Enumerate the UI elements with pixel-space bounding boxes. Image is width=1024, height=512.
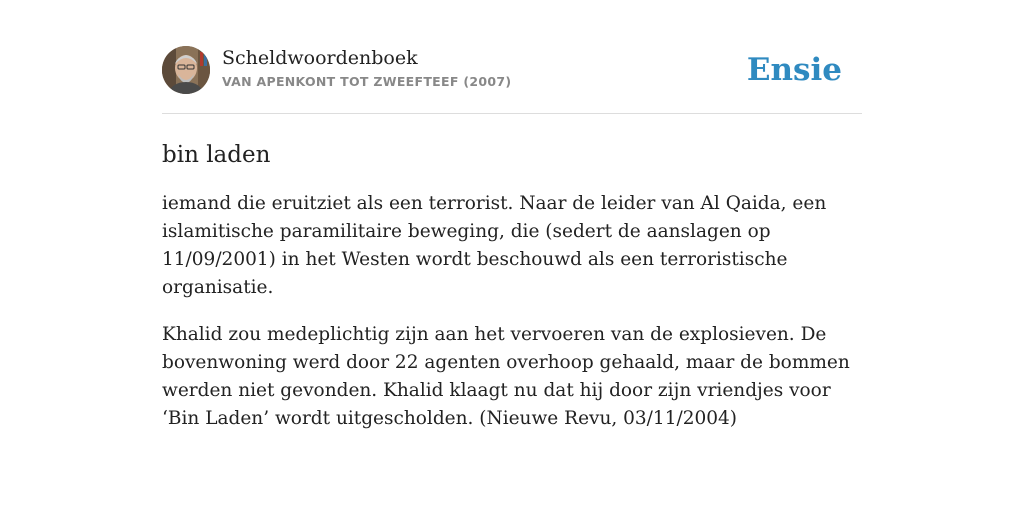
- entry-example: Khalid zou medeplichtig zijn aan het vervoeren van de explosieven. De bovenwoning werd door 22 agenten overhoop gehaald, maar de bommen werden niet gevonden. Khalid klaagt nu dat hij door zijn vriendjes voor ‘Bin Laden’ wordt uitgescholden. (Nieuwe Revu, 03/11/2004): [162, 324, 850, 429]
- entry-definition: iemand die eruitziet als een terrorist. Naar de leider van Al Qaida, een islamitische paramilitaire beweging, die (sedert de aanslagen op 11/09/2001) in het Westen wordt beschouwd als een terroristische organisatie.: [162, 193, 827, 298]
- source-header: [162, 46, 862, 114]
- entry-card: [162, 46, 862, 433]
- ensie-logo[interactable]: Ensie: [746, 52, 842, 88]
- author-avatar: [162, 46, 210, 94]
- source-subtitle: VAN APENKONT TOT ZWEEFTEEF (2007): [222, 74, 512, 89]
- source-title[interactable]: Scheldwoordenboek: [222, 47, 418, 69]
- entry-term: bin laden: [162, 142, 271, 168]
